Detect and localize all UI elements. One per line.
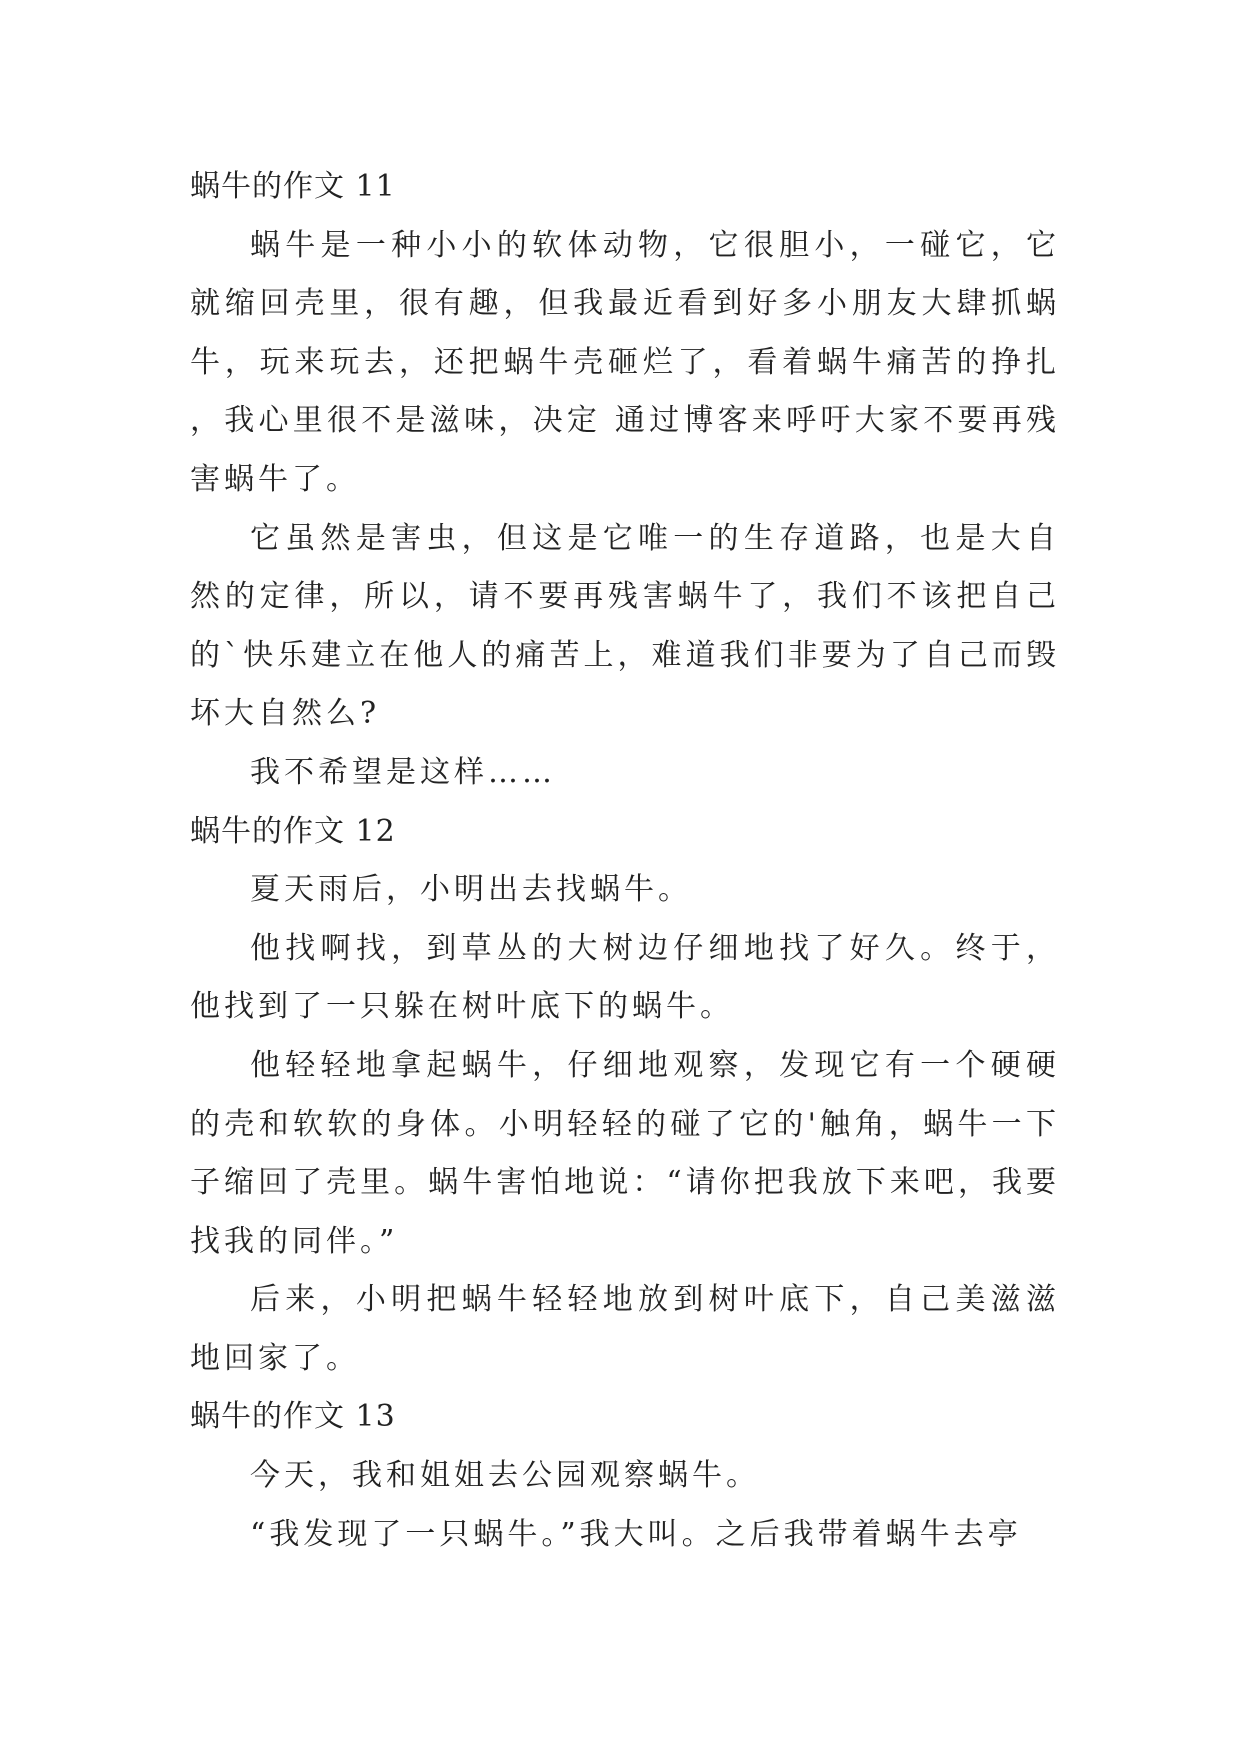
paragraph: 他轻轻地拿起蜗牛，仔细地观察，发现它有一个硬硬的壳和软软的身体。小明轻轻的碰了它的'触角，蜗牛一下子缩回了壳里。蜗牛害怕地说：“请你把我放下来吧，我要找我的同伴。” <box>190 1047 1060 1259</box>
paragraph: 蜗牛是一种小小的软体动物，它很胆小，一碰它，它就缩回壳里，很有趣，但我最近看到好多小朋友大肆抓蜗牛，玩来玩去，还把蜗牛壳砸烂了，看着蜗牛痛苦的挣扎，我心里很不是滋味，决定 通过博客来呼吁大家不要再残害蜗牛了。 <box>190 227 1060 497</box>
paragraph: 后来，小明把蜗牛轻轻地放到树叶底下，自己美滋滋地回家了。 <box>190 1282 1060 1376</box>
paragraph: 他找啊找，到草丛的大树边仔细地找了好久。终于，他找到了一只躲在树叶底下的蜗牛。 <box>190 930 1060 1025</box>
paragraph: 今天，我和姐姐去公园观察蜗牛。 <box>250 1458 760 1494</box>
section-title: 蜗牛的作文 12 <box>190 813 396 849</box>
essay-section-12 <box>190 803 1060 1389</box>
paragraph: “我发现了一只蜗牛。”我大叫。之后我带着蜗牛去亭 <box>250 1516 1022 1552</box>
document-body <box>190 158 1060 1564</box>
paragraph: 我不希望是这样…… <box>250 754 556 790</box>
section-title: 蜗牛的作文 11 <box>190 169 396 204</box>
essay-section-11 <box>190 158 1060 803</box>
paragraph: 它虽然是害虫，但这是它唯一的生存道路，也是大自然的定律，所以，请不要再残害蜗牛了，我们不该把自己的`快乐建立在他人的痛苦上，难道我们非要为了自己而毁坏大自然么? <box>190 520 1060 732</box>
essay-section-13 <box>190 1388 1060 1564</box>
paragraph: 夏天雨后，小明出去找蜗牛。 <box>250 872 692 908</box>
section-title: 蜗牛的作文 13 <box>190 1399 396 1435</box>
